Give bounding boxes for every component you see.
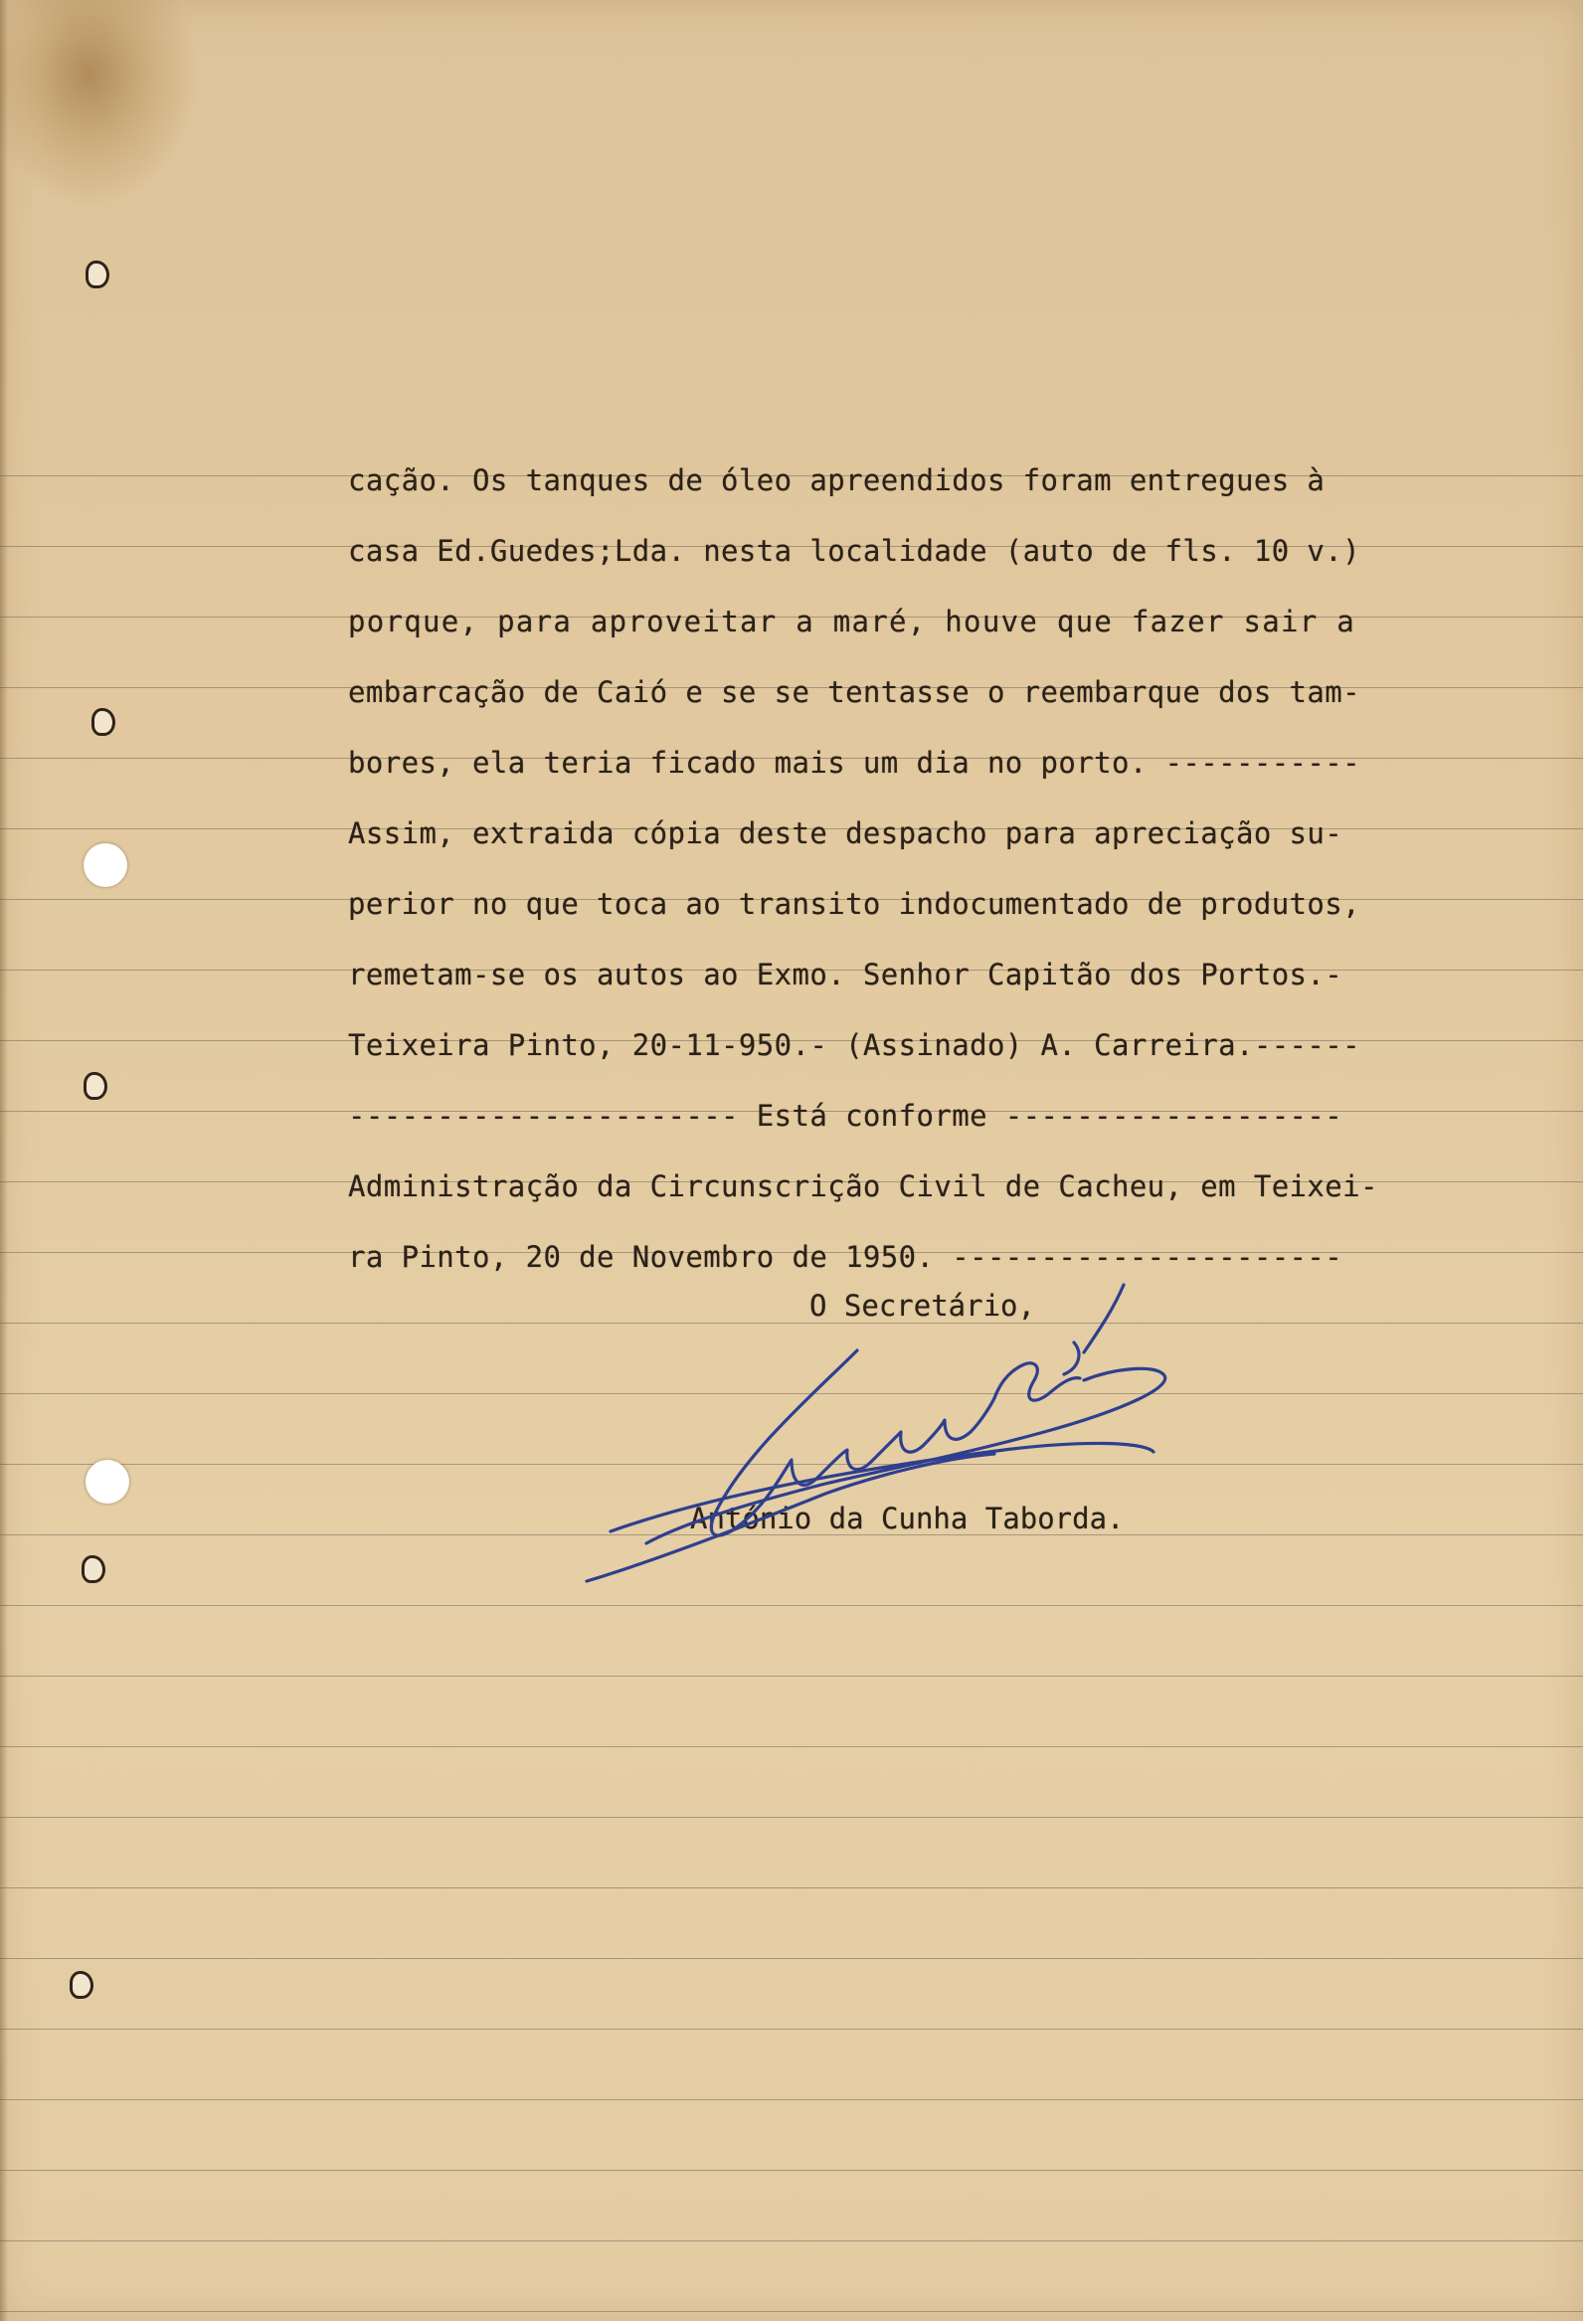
- ruled-line: [0, 2029, 1583, 2030]
- ruled-line: [0, 1605, 1583, 1606]
- body-line: bores, ela teria ficado mais um dia no porto. -----------: [348, 746, 1360, 780]
- binding-mark: [84, 1072, 107, 1100]
- ruled-line: [0, 1887, 1583, 1888]
- ruled-line: [0, 1746, 1583, 1747]
- closing-title: O Secretário,: [809, 1289, 1035, 1323]
- body-line: ra Pinto, 20 de Novembro de 1950. ----------------------: [348, 1240, 1343, 1274]
- body-line: perior no que toca ao transito indocumentado de produtos,: [348, 887, 1360, 921]
- body-line: Teixeira Pinto, 20-11-950.- (Assinado) A. Carreira.------: [348, 1028, 1360, 1062]
- binding-mark: [91, 708, 115, 736]
- punch-hole: [84, 843, 127, 887]
- binding-mark: [86, 261, 109, 288]
- ruled-line: [0, 1817, 1583, 1818]
- signatory-name: António da Cunha Taborda.: [690, 1502, 1125, 1535]
- handwritten-signature: [567, 1283, 1203, 1591]
- body-line: remetam-se os autos ao Exmo. Senhor Capitão dos Portos.-: [348, 958, 1343, 991]
- body-line: casa Ed.Guedes;Lda. nesta localidade (auto de fls. 10 v.): [348, 534, 1360, 568]
- ruled-line: [0, 2170, 1583, 2171]
- ruled-line: [0, 2240, 1583, 2241]
- body-line: cação. Os tanques de óleo apreendidos foram entregues à: [348, 463, 1326, 497]
- body-line: Administração da Circunscrição Civil de Cacheu, em Teixei-: [348, 1169, 1378, 1203]
- body-line: Assim, extraida cópia deste despacho para apreciação su-: [348, 816, 1343, 850]
- typewritten-body: [348, 446, 1521, 1293]
- ruled-line: [0, 2311, 1583, 2312]
- punch-hole: [86, 1460, 129, 1504]
- body-line: embarcação de Caió e se se tentasse o reembarque dos tam-: [348, 675, 1360, 709]
- body-line: ---------------------- Está conforme -------------------: [348, 1099, 1343, 1133]
- scan-margin: [1583, 0, 1596, 2321]
- water-stain: [0, 0, 199, 209]
- binding-mark: [82, 1555, 105, 1583]
- ruled-line: [0, 1958, 1583, 1959]
- body-line: porque, para aproveitar a maré, houve que fazer sair a: [348, 605, 1356, 638]
- ruled-line: [0, 2099, 1583, 2100]
- ruled-line: [0, 1676, 1583, 1677]
- page-edge-shadow: [0, 0, 8, 2321]
- binding-mark: [70, 1971, 93, 1999]
